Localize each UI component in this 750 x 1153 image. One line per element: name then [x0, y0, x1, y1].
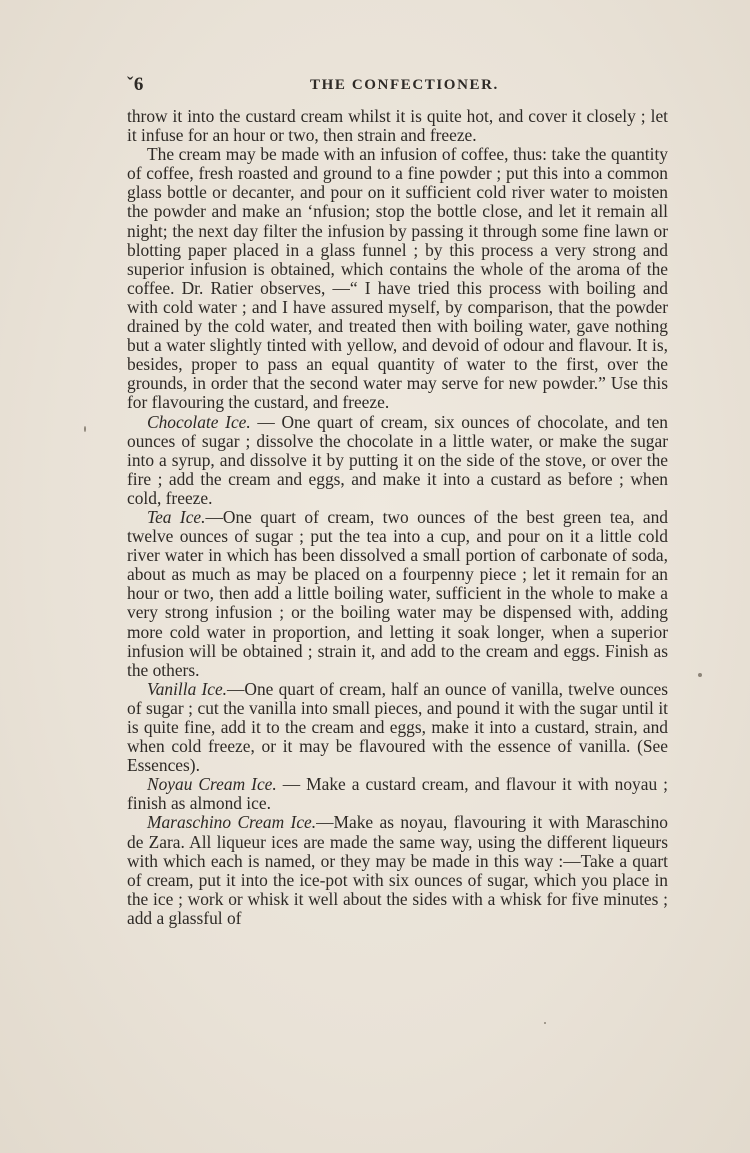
body-text [127, 107, 668, 928]
recipe-title: Maraschino Cream Ice. [147, 812, 317, 833]
recipe-paragraph: Maraschino Cream Ice.—Make as noyau, flavouring it with Maraschino de Zara. All liqueur ices are made the same way, using the different liqueurs with which each is named, or they may be made in this way :—Take a quart of cream, put it into the ice-pot with six ounces of sugar, which you place in the ice ; work or whisk it well about the sides with a whisk for five minutes ; add a glassful of [127, 812, 669, 928]
paper-speck [84, 426, 86, 432]
recipe-paragraph: Tea Ice.—One quart of cream, two ounces of the best green tea, and twelve ounces of sugar ; put the tea into a cup, and pour on it a little cold river water in which has been dissolved a small portion of carbonate of soda, about as much as may be placed on a fourpenny piece ; let it remain for an hour or two, then add a little boiling water, sufficient in the whole to make a very strong infusion ; or the boiling water may be dispensed with, adding more cold water in proportion, and letting it soak longer, when a superior infusion will be obtained ; strain it, and add to the cream and eggs. Finish as the others. [127, 506, 668, 680]
paper-speck [698, 673, 702, 677]
recipe-paragraph: Chocolate Ice. — One quart of cream, six ounces of chocolate, and ten ounces of sugar ; dissolve the chocolate in a little water, or make the sugar into a syrup, and dissolve it by putting it on the side of the stove, or over the fire ; add the cream and eggs, and make it into a custard as before ; when cold, freeze. [127, 411, 669, 508]
recipe-paragraph: Noyau Cream Ice. — Make a custard cream, and flavour it with noyau ; finish as almond ice. [127, 774, 669, 814]
running-head: THE CONFECTIONER. [310, 77, 499, 93]
recipe-title: Chocolate Ice. [147, 411, 251, 432]
recipe-title: Tea Ice. [147, 506, 206, 527]
recipe-title: Vanilla Ice. [147, 678, 228, 699]
page-number: ˇ6 [127, 74, 144, 95]
page-header [127, 74, 667, 98]
recipe-paragraph: Vanilla Ice.—One quart of cream, half an ounce of vanilla, twelve ounces of sugar ; cut the vanilla into small pieces, and pound it with the sugar until it is quite fine, add it to the cream and eggs, make it into a custard, strain, and when cold freeze, or it may be flavoured with the essence of vanilla. (See Essences). [127, 678, 668, 776]
paragraph: The cream may be made with an infusion of coffee, thus: take the quantity of coffee, fresh roasted and ground to a fine powder ; put this into a common glass bottle or decanter, and pour on it sufficient cold river water to moisten the powder and make an ʻnfusion; stop the bottle close, and let it remain all night; the next day filter the infusion by passing it through some fine lawn or blotting paper placed in a glass funnel ; by this process a very strong and superior infusion is obtained, which contains the whole of the aroma of the coffee. Dr. Ratier observes, —“ I have tried this process with boiling and with cold water ; and I have assured myself, by comparison, that the powder drained by the cold water, and treated then with boiling water, gave nothing but a water slightly tinted with yellow, and devoid of odour and flavour. It is, besides, proper to pass an equal quantity of water to the first, over the grounds, in order that the second water may serve for new powder.” Use this for flavouring the custard, and freeze. [127, 144, 668, 413]
recipe-title: Noyau Cream Ice. [147, 774, 277, 795]
paragraph: throw it into the custard cream whilst it is quite hot, and cover it closely ; let it infuse for an hour or two, then strain and freeze. [127, 106, 668, 146]
paper-speck [544, 1022, 546, 1024]
